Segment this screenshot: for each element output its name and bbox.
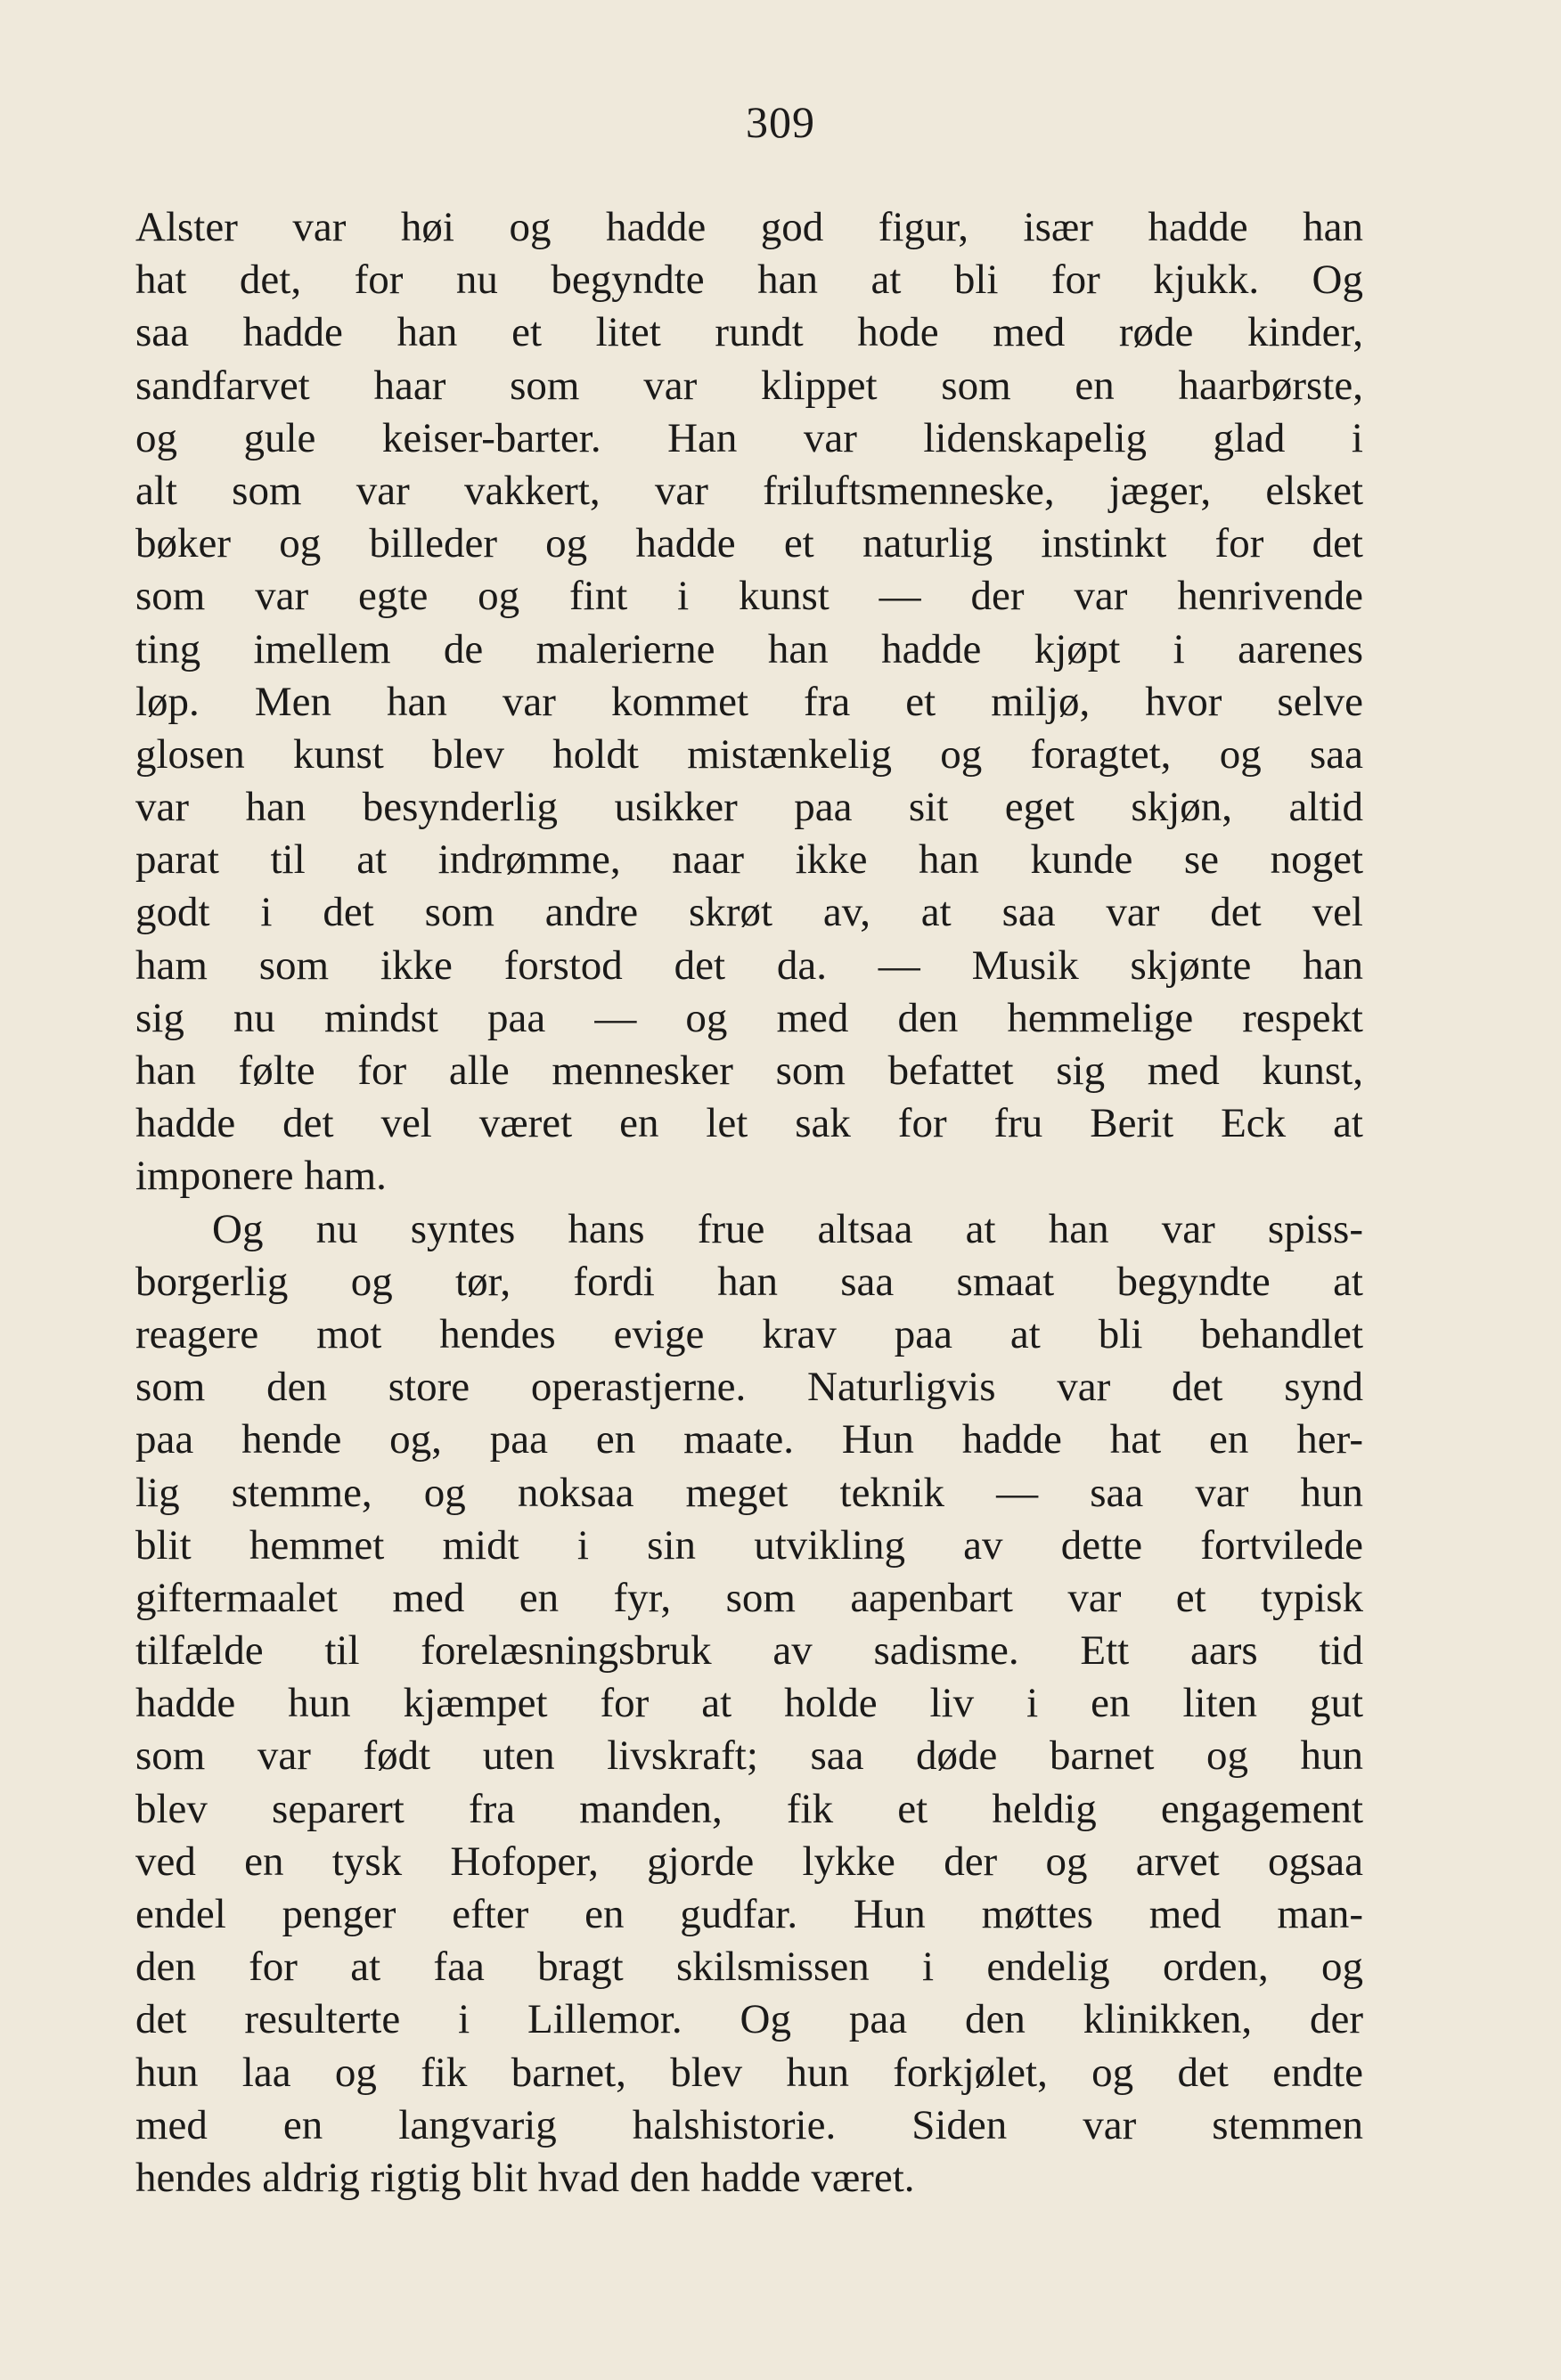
text-line: som var født uten livskraft; saa døde barnet og hun (135, 1732, 1363, 1780)
text-line: var han besynderlig usikker paa sit eget skjøn, altid (135, 784, 1363, 831)
text-line: den for at faa bragt skilsmissen i endelig orden, og (135, 1944, 1363, 1991)
text-line: blit hemmet midt i sin utvikling av dette fortvilede (135, 1521, 1363, 1569)
text-line: reagere mot hendes evige krav paa at bli behandlet (135, 1310, 1363, 1357)
text-line: ting imellem de malerierne han hadde kjøpt i aarenes (135, 625, 1363, 672)
paragraph-1 (135, 201, 1363, 1203)
text-line: lig stemme, og noksaa meget teknik — saa var hun (135, 1469, 1363, 1516)
text-line: borgerlig og tør, fordi han saa smaat begyndte at (135, 1258, 1363, 1305)
paragraph-2 (135, 1203, 1363, 2205)
text-line: Alster var høi og hadde god figur, især hadde han (135, 204, 1363, 250)
text-line: sig nu mindst paa — og med den hemmelige respekt (135, 994, 1363, 1041)
text-line: glosen kunst blev holdt mistænkelig og foragtet, og saa (135, 730, 1363, 778)
text-line: som var egte og fint i kunst — der var henrivende (135, 573, 1363, 620)
text-line: og gule keiser-barter. Han var lidenskapelig glad i (135, 414, 1363, 461)
text-line: løp. Men han var kommet fra et miljø, hvor selve (135, 678, 1363, 725)
text-line: imponere ham. (135, 1153, 387, 1200)
text-line: alt som var vakkert, var friluftsmenneske, jæger, elsket (135, 467, 1363, 514)
text-line: saa hadde han et litet rundt hode med røde kinder, (135, 309, 1363, 356)
text-line: hat det, for nu begyndte han at bli for kjukk. Og (135, 257, 1363, 304)
text-line: giftermaalet med en fyr, som aapenbart var et typisk (135, 1574, 1363, 1621)
text-line: det resulterte i Lillemor. Og paa den klinikken, der (135, 1996, 1363, 2043)
page-number: 309 (746, 97, 815, 147)
text-line: godt i det som andre skrøt av, at saa var det vel (135, 889, 1363, 936)
text-line: Og nu syntes hans frue altsaa at han var spiss- (212, 1205, 1363, 1252)
text-line: parat til at indrømme, naar ikke han kunde se noget (135, 836, 1363, 884)
text-line: hadde hun kjæmpet for at holde liv i en liten gut (135, 1680, 1363, 1727)
body-text (135, 201, 1363, 2205)
text-line: ham som ikke forstod det da. — Musik skjønte han (135, 941, 1363, 989)
text-line: tilfælde til forelæsningsbruk av sadisme. Ett aars tid (135, 1627, 1363, 1675)
text-line: endel penger efter en gudfar. Hun møttes med man- (135, 1891, 1363, 1937)
text-line: hendes aldrig rigtig blit hvad den hadde været. (135, 2154, 915, 2201)
text-line: blev separert fra manden, fik et heldig engagement (135, 1785, 1363, 1832)
text-line: hadde det vel været en let sak for fru Berit Eck at (135, 1100, 1363, 1147)
text-line: ved en tysk Hofoper, gjorde lykke der og arvet ogsaa (135, 1838, 1363, 1885)
text-line: han følte for alle mennesker som befattet sig med kunst, (135, 1047, 1363, 1094)
text-line: bøker og billeder og hadde et naturlig instinkt for det (135, 520, 1363, 567)
text-line: med en langvarig halshistorie. Siden var stemmen (135, 2101, 1363, 2148)
text-line: som den store operastjerne. Naturligvis var det synd (135, 1364, 1363, 1411)
text-line: sandfarvet haar som var klippet som en haarbørste, (135, 362, 1363, 409)
text-line: hun laa og fik barnet, blev hun forkjølet, og det endte (135, 2049, 1363, 2096)
text-line: paa hende og, paa en maate. Hun hadde hat en her- (135, 1416, 1363, 1463)
